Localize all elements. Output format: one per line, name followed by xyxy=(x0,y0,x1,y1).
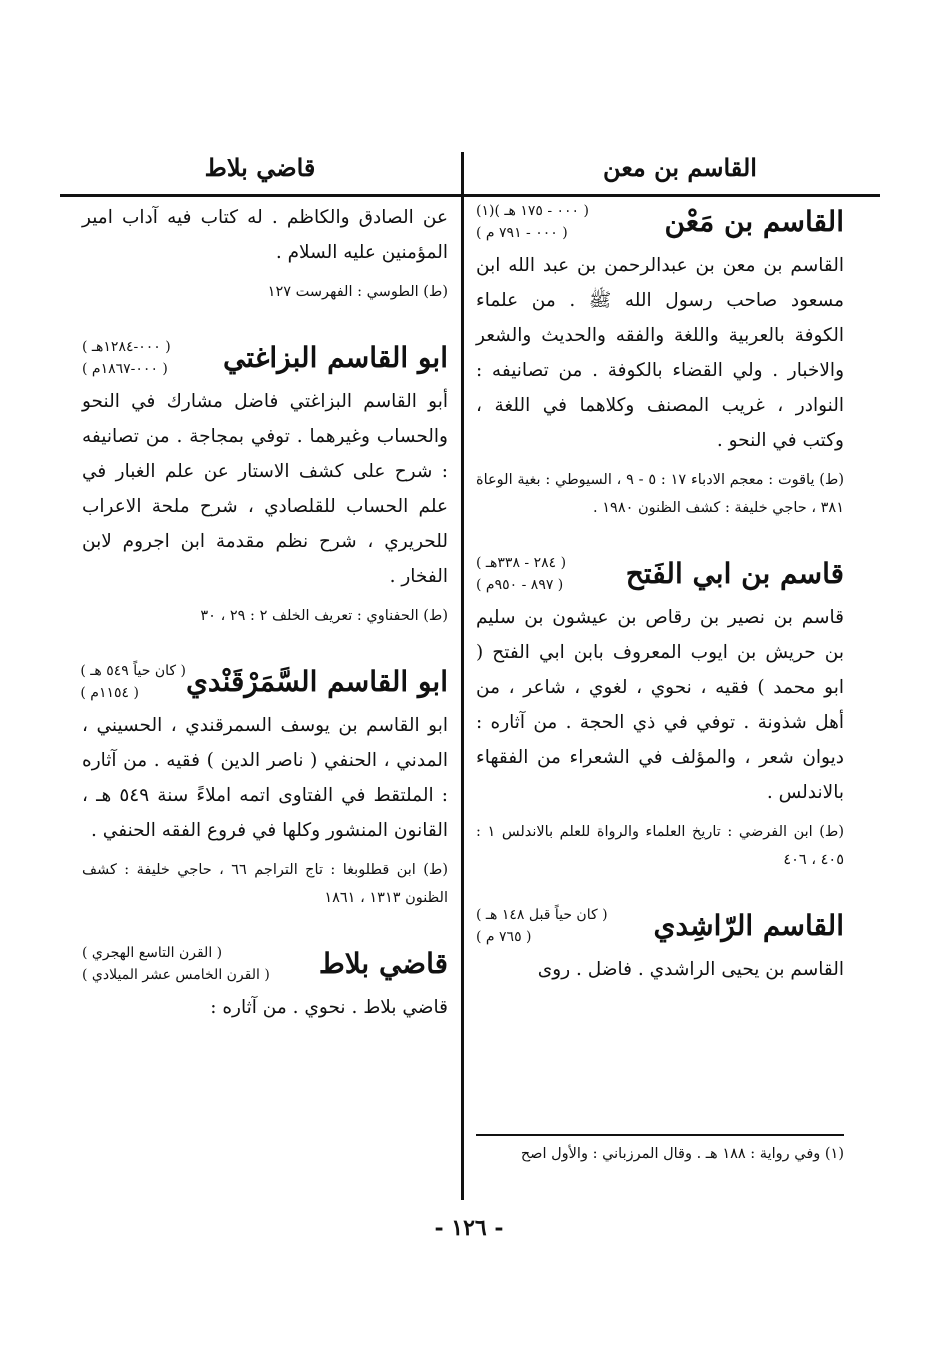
entry-qadi-balat xyxy=(82,942,448,1025)
entry-body: قاضي بلاط . نحوي . من آثاره : xyxy=(210,997,448,1018)
entry-body: ابو القاسم بن يوسف السمرقندي ، الحسيني ، المدني ، الحنفي ( ناصر الدين ) فقيه . من آثاره : الملتقط في الفتاوى اتمه املاءً سنة ٥٤٩ هـ ، القانون المنشور وكلها في فروع الفقه الحنفي . xyxy=(82,715,448,841)
entry-name: القاسم بن مَعْن xyxy=(664,205,844,238)
dates-hijri: ( كان حياً قبل ١٤٨ هـ ) xyxy=(476,907,608,923)
dates-gregorian: ( القرن الخامس عشر الميلادي ) xyxy=(82,967,270,983)
dates-gregorian: ( ٠٠٠ - ٧٩١ م ) xyxy=(476,225,568,241)
entry-dates xyxy=(476,200,589,244)
right-column xyxy=(476,200,844,1220)
entry-abu-alqasim-alsamarqandi xyxy=(82,660,448,912)
dates-gregorian: ( ٧٦٥ م ) xyxy=(476,929,532,945)
entry-body: أبو القاسم البزاغتي فاضل مشارك في النحو والحساب وغيرهما . توفي بمجاجة . من تصانيفه : شرح على كشف الاستار عن علم الغبار في علم الحساب للقلصادي ، شرح ملحة الاعراب للحريري ، شرح نظم مقدمة ابن اجروم لابن الفخار . xyxy=(82,391,448,587)
dates-hijri: ( القرن التاسع الهجري ) xyxy=(82,945,223,961)
entry-source: (ط) ابن قطلوبغا : تاج التراجم ٦٦ ، حاجي خليفة : كشف الظنون ١٣١٣ ، ١٨٦١ xyxy=(82,862,448,906)
entry-source: (ط) الحفناوي : تعريف الخلف ٢ : ٢٩ ، ٣٠ xyxy=(200,608,448,624)
entry-heading xyxy=(476,552,844,596)
footnote: (١) وفي رواية : ١٨٨ هـ . وقال المرزباني : والأول اصح xyxy=(520,1146,844,1162)
entry-dates xyxy=(82,942,270,986)
entry-name: قاسم بن ابي الفَتح xyxy=(625,557,844,590)
left-column xyxy=(82,200,448,1220)
entry-name: القاسم الرّاشِدي xyxy=(653,909,844,942)
header-rule xyxy=(60,194,880,197)
page-number: - ١٢٦ - xyxy=(434,1215,504,1241)
entry-heading xyxy=(476,200,844,244)
dates-hijri: ( ٢٨٤ - ٣٣٨هـ ) xyxy=(476,555,567,571)
entry-heading xyxy=(476,904,844,948)
dates-gregorian: ( ٨٩٧ - ٩٥٠م ) xyxy=(476,577,564,593)
entry-name: قاضي بلاط xyxy=(318,947,448,980)
running-header-right: القاسم بن معن xyxy=(603,153,757,182)
dates-hijri: ( كان حياً ٥٤٩ هـ ) xyxy=(80,663,186,679)
column-divider xyxy=(461,152,464,1200)
entry-name: ابو القاسم السَّمَرْقَنْدي xyxy=(185,665,448,698)
entry-continuation xyxy=(82,200,448,306)
entry-heading xyxy=(82,660,448,704)
footnote-rule xyxy=(476,1134,844,1136)
entry-dates xyxy=(80,660,186,704)
dates-hijri: ( ٠٠٠-١٢٨٤هـ ) xyxy=(82,339,171,355)
entry-body: قاسم بن نصير بن رقاص بن عيشون بن سليم بن حريش بن ايوب المعروف بابن ابي الفتح ( ابو محمد ) فقيه ، نحوي ، لغوي ، شاعر ، من أهل شذونة . توفي في ذي الحجة . من آثاره : ديوان شعر ، والمؤلف في الشعراء من الفقهاء بالاندلس . xyxy=(476,607,844,803)
entry-name: ابو القاسم البزاغتي xyxy=(222,341,448,374)
dates-gregorian: ( ٠٠٠-١٨٦٧م ) xyxy=(82,361,168,377)
entry-heading xyxy=(82,942,448,986)
entry-source: (ط) ابن الفرضي : تاريخ العلماء والرواة للعلم بالاندلس ١ : ٤٠٥ ، ٤٠٦ xyxy=(476,824,844,868)
entry-body: القاسم بن معن بن عبدالرحمن بن عبد الله ابن مسعود صاحب رسول الله ﷺ . من علماء الكوفة بالعربية واللغة والفقه والحديث والشعر والاخبار . ولي القضاء بالكوفة . من تصانيفه : النوادر ، غريب المصنف وكلاهما في اللغة ، وكتب في النحو . xyxy=(476,255,844,451)
entry-source: (ط) ياقوت : معجم الادباء ١٧ : ٥ - ٩ ، السيوطي : بغية الوعاة ٣٨١ ، حاجي خليفة : كشف الظنون ١٩٨٠ . xyxy=(476,472,844,516)
entry-qasim-ibn-man xyxy=(476,200,844,522)
entry-body: عن الصادق والكاظم . له كتاب فيه آداب امير المؤمنين عليه السلام . xyxy=(82,207,448,263)
dates-hijri: ( ٠٠٠ - ١٧٥ هـ )(١) xyxy=(476,203,589,219)
running-header-left: قاضي بلاط xyxy=(204,153,316,182)
entry-heading xyxy=(82,336,448,380)
entry-dates xyxy=(476,552,566,596)
entry-body: القاسم بن يحيى الراشدي . فاضل . روى xyxy=(537,959,844,980)
entry-dates xyxy=(82,336,171,380)
entry-qasim-alrashidi xyxy=(476,904,844,987)
entry-source: (ط) الطوسي : الفهرست ١٢٧ xyxy=(267,284,448,300)
dates-gregorian: ( ١١٥٤م ) xyxy=(80,685,139,701)
entry-dates xyxy=(476,904,608,948)
entry-qasim-ibn-abi-alfath xyxy=(476,552,844,874)
entry-abu-alqasim-albazaghti xyxy=(82,336,448,630)
